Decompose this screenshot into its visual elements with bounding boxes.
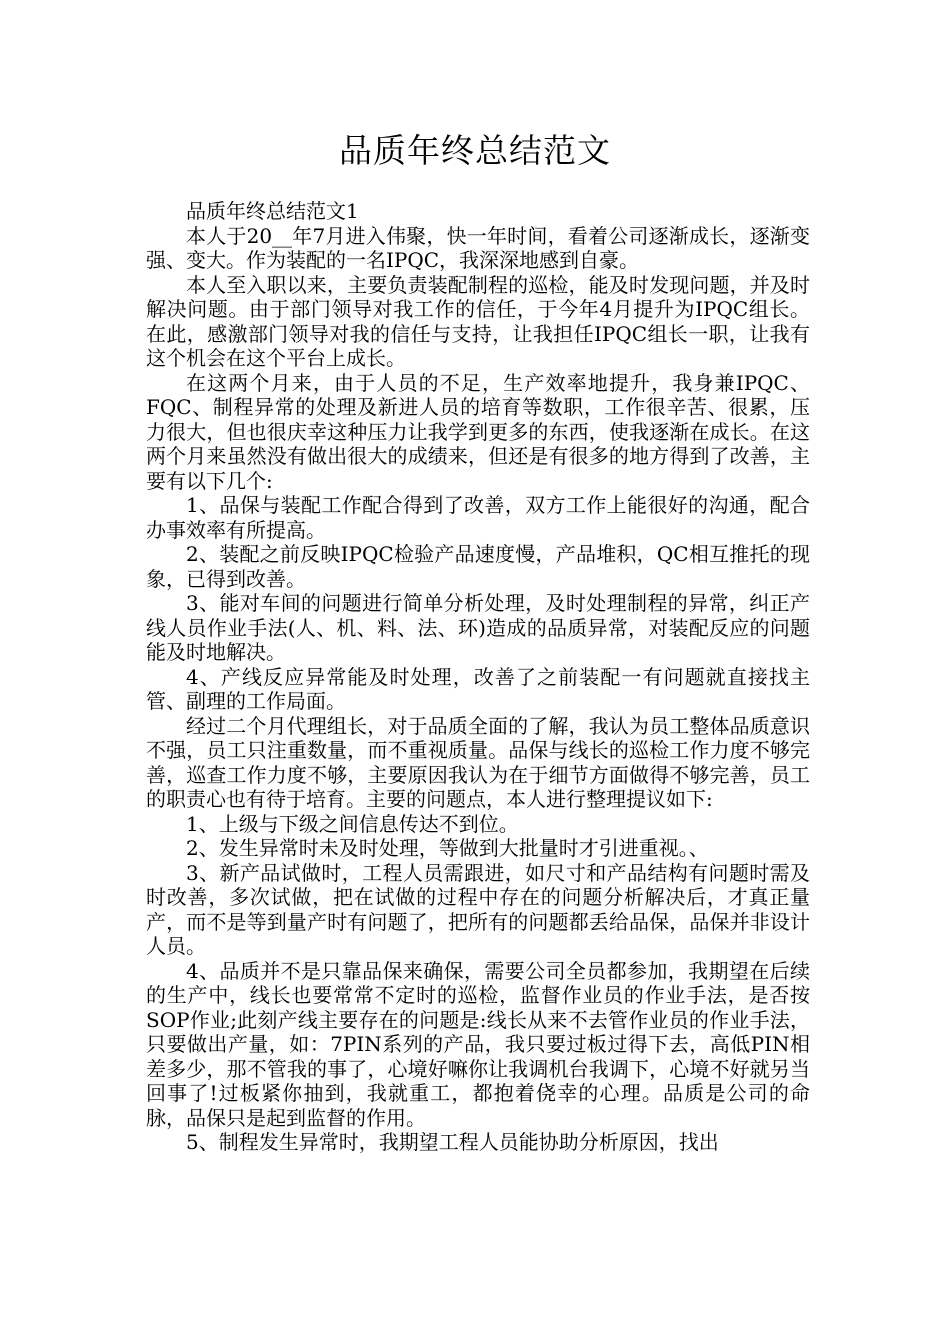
document-title: 品质年终总结范文 — [339, 131, 611, 170]
document-body — [146, 199, 810, 1155]
paragraph: 2、装配之前反映IPQC检验产品速度慢，产品堆积，QC相互推托的现象，已得到改善。 — [146, 542, 810, 591]
paragraph: 3、能对车间的问题进行简单分析处理，及时处理制程的异常，纠正产线人员作业手法(人、机、料、法、环)造成的品质异常，对装配反应的问题能及时地解决。 — [146, 591, 810, 664]
paragraph: 1、品保与装配工作配合得到了改善，双方工作上能很好的沟通，配合办事效率有所提高。 — [146, 493, 810, 542]
paragraph: 1、上级与下级之间信息传达不到位。 — [186, 811, 519, 836]
paragraph: 品质年终总结范文1 — [186, 199, 359, 223]
paragraph: 3、新产品试做时，工程人员需跟进，如尺寸和产品结构有问题时需及时改善，多次试做，把在试做的过程中存在的问题分析解决后，才真正量产，而不是等到量产时有问题了，把所有的问题都丢给品保，品保并非设计人员。 — [146, 860, 810, 958]
paragraph: 经过二个月代理组长，对于品质全面的了解，我认为员工整体品质意识不强，员工只注重数量，而不重视质量。品保与线长的巡检工作力度不够完善，巡查工作力度不够，主要原因我认为在于细节方面做得不够完善，员工的职责心也有待于培育。主要的问题点，本人进行整理提议如下: — [146, 713, 810, 811]
paragraph: 2、发生异常时未及时处理，等做到大批量时才引进重视。、 — [186, 836, 709, 860]
paragraph: 本人于20__年7月进入伟聚，快一年时间，看着公司逐渐成长，逐渐变强、变大。作为装配的一名IPQC，我深深地感到自豪。 — [146, 223, 810, 272]
paragraph: 4、产线反应异常能及时处理，改善了之前装配一有问题就直接找主管、副理的工作局面。 — [146, 664, 810, 713]
paragraph: 在这两个月来，由于人员的不足，生产效率地提升，我身兼IPQC、FQC、制程异常的处理及新进人员的培育等数职，工作很辛苦、很累，压力很大，但也很庆幸这种压力让我学到更多的东西，使我逐渐在成长。在这两个月来虽然没有做出很大的成绩来，但还是有很多的地方得到了改善，主要有以下几个: — [146, 370, 810, 493]
paragraph: 本人至入职以来，主要负责装配制程的巡检，能及时发现问题，并及时解决问题。由于部门领导对我工作的信任，于今年4月提升为IPQC组长。在此，感激部门领导对我的信任与支持，让我担任IPQC组长一职，让我有这个机会在这个平台上成长。 — [146, 272, 810, 370]
paragraph: 4、品质并不是只靠品保来确保，需要公司全员都参加，我期望在后续的生产中，线长也要常常不定时的巡检，监督作业员的作业手法，是否按SOP作业;此刻产线主要存在的问题是:线长从来不去管作业员的作业手法，只要做出产量，如：7PIN系列的产品，我只要过板过得下去，高低PIN相差多少，那不管我的事了，心境好嘛你让我调机台我调下，心境不好就另当回事了!过板紧你抽到，我就重工，都抱着侥幸的心理。品质是公司的命脉，品保只是起到监督的作用。 — [146, 958, 810, 1130]
paragraph: 5、制程发生异常时，我期望工程人员能协助分析原因，找出 — [186, 1130, 719, 1154]
